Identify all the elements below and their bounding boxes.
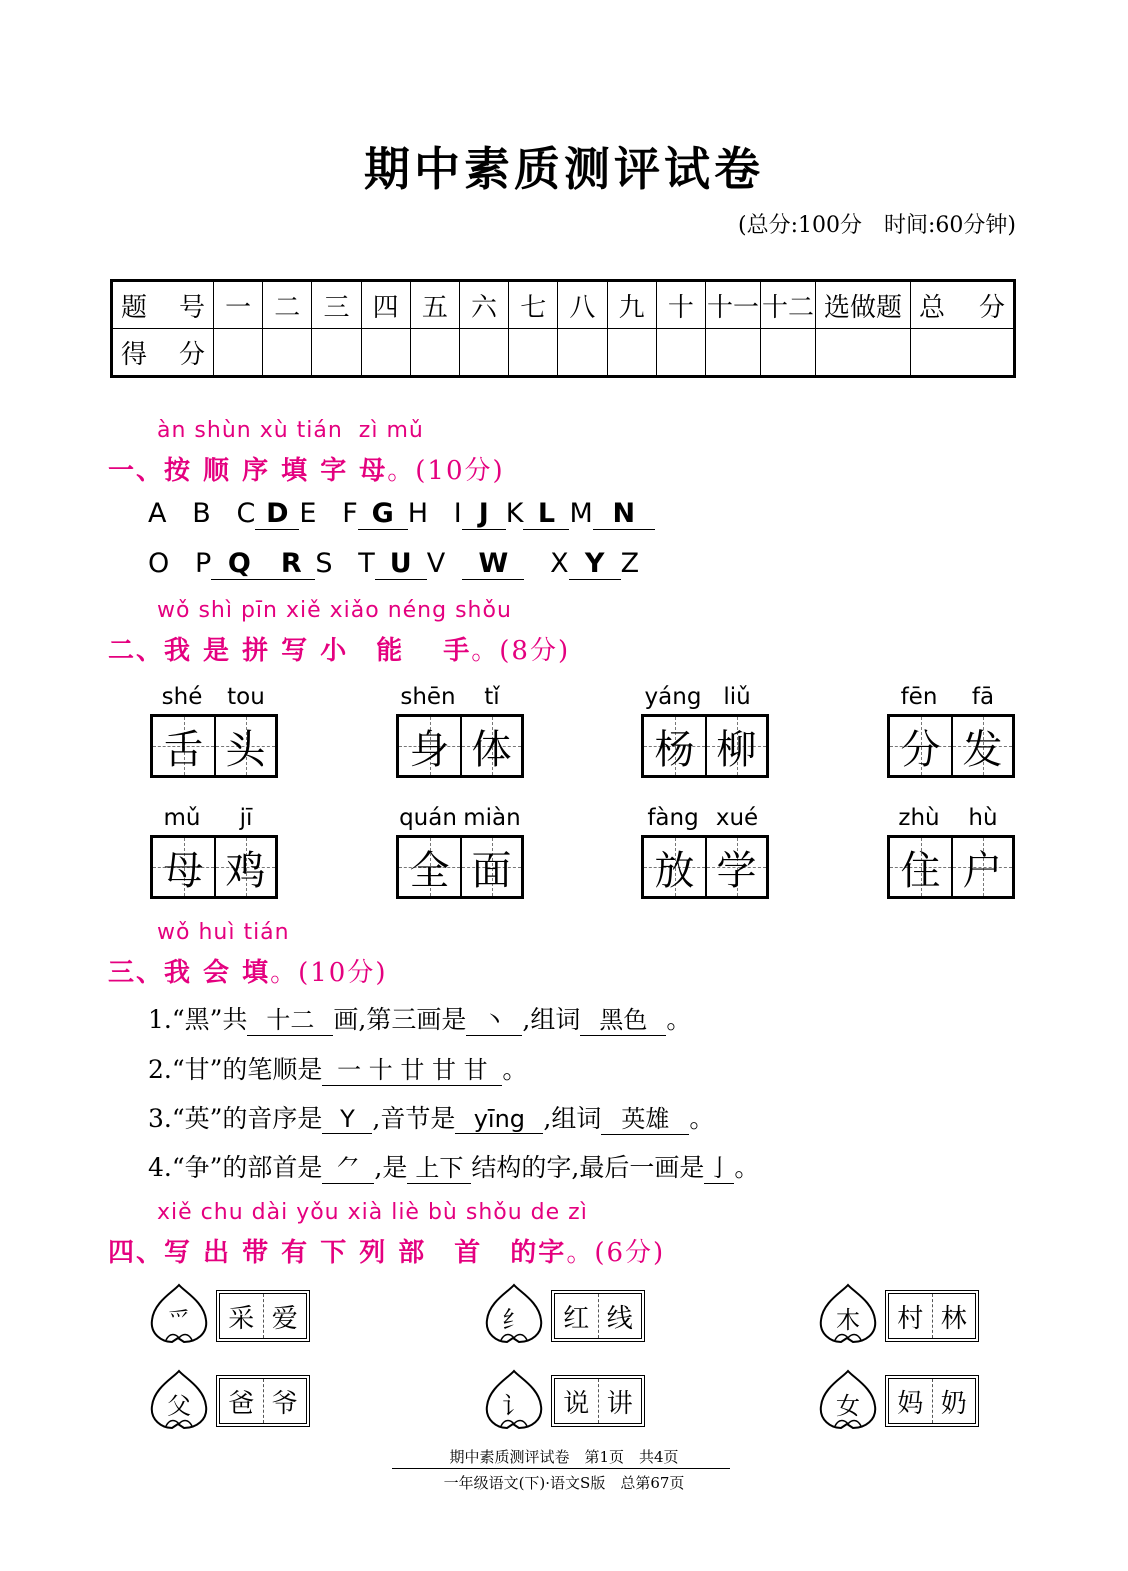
answer-blank[interactable]: 丶 (466, 1000, 522, 1036)
letter: M (569, 498, 593, 529)
pinyin-label: mǔ (163, 805, 201, 831)
peach-radical-icon (483, 1368, 545, 1432)
letter: H (407, 498, 429, 529)
section-4-score: 。(6分) (566, 1238, 666, 1268)
header-cell: 一 (214, 281, 263, 329)
answer-character[interactable]: 爷 (263, 1379, 307, 1423)
answer-box (216, 1290, 310, 1342)
footer-book-info: 一年级语文(下)·语文S版 总第67页 (443, 1474, 685, 1492)
section-2-score: 。(8分) (471, 636, 571, 666)
answer-character[interactable]: 村 (897, 1303, 924, 1334)
answer-character[interactable]: 说 (563, 1388, 590, 1419)
character-grid (150, 835, 278, 899)
score-time-info: (总分:100分 时间:60分钟) (738, 213, 1016, 238)
header-cell: 五 (410, 281, 459, 329)
alphabet-row-1 (148, 498, 655, 530)
section-2-heading (108, 630, 570, 667)
answer-box (551, 1375, 645, 1427)
section-4-pinyin: xiě chu dài yǒu xià liè bù shǒu de zì (157, 1200, 588, 1225)
score-cell[interactable] (706, 329, 761, 377)
section-1-pinyin: àn shùn xù tián zì mǔ (157, 418, 424, 443)
answer-blank[interactable]: U (375, 548, 427, 580)
peach-radical-icon (817, 1368, 879, 1432)
letter: F (342, 498, 358, 529)
answer-blank[interactable]: 十二 (247, 1000, 333, 1036)
pinyin-label: jī (239, 805, 253, 831)
score-cell[interactable] (911, 329, 1015, 377)
answer-character[interactable]: 爸 (228, 1388, 255, 1419)
question-3-2 (148, 1050, 527, 1086)
question-text: 画,第三画是 (333, 1005, 467, 1034)
question-3-3 (148, 1099, 714, 1135)
answer-character[interactable]: 舌 (163, 726, 204, 773)
pinyin-label: tǐ (484, 684, 500, 710)
answer-blank[interactable]: ⺈ (322, 1148, 374, 1184)
answer-character[interactable]: 林 (932, 1294, 976, 1338)
score-cell[interactable] (607, 329, 656, 377)
question-text: 4.“争”的部首是 (148, 1153, 323, 1182)
answer-character[interactable]: 妈 (897, 1388, 924, 1419)
pinyin-label: miàn (463, 805, 521, 831)
letter: C (236, 498, 256, 529)
letter: P (195, 548, 212, 579)
answer-box (885, 1290, 979, 1342)
letter: X (550, 548, 569, 579)
header-cell: 八 (558, 281, 607, 329)
letter: K (505, 498, 524, 529)
header-cell: 题 号 (112, 281, 214, 329)
answer-blank[interactable]: L (523, 498, 569, 530)
footer-divider (392, 1468, 730, 1469)
score-cell[interactable] (656, 329, 705, 377)
score-cell[interactable] (558, 329, 607, 377)
answer-blank[interactable]: yīng (455, 1105, 543, 1134)
header-cell: 四 (361, 281, 410, 329)
letter: O (148, 548, 170, 579)
answer-blank[interactable]: N (593, 498, 655, 530)
pinyin-label: zhù (898, 805, 940, 831)
pinyin-label: fàng (647, 805, 699, 831)
answer-character[interactable]: 采 (228, 1303, 255, 1334)
question-text: ,组词 (543, 1104, 602, 1133)
letter: V (426, 548, 446, 579)
character-grid (641, 835, 769, 899)
section-4-title: 四、写 出 带 有 下 列 部 首 的字 (108, 1238, 567, 1268)
score-cell[interactable] (509, 329, 558, 377)
character-grid (396, 714, 524, 778)
answer-blank[interactable]: Q (211, 548, 267, 580)
answer-blank[interactable]: Y (322, 1105, 372, 1134)
answer-character[interactable]: 分 (900, 726, 941, 773)
answer-character[interactable]: 发 (962, 726, 1003, 773)
question-3-4 (148, 1148, 759, 1184)
answer-blank[interactable]: 英雄 (601, 1099, 689, 1135)
question-text: 3.“英”的音序是 (148, 1104, 323, 1133)
section-1-score: 。(10分) (387, 456, 505, 486)
answer-character[interactable]: 杨 (654, 726, 695, 773)
score-cell[interactable] (361, 329, 410, 377)
section-3-heading (108, 952, 387, 989)
answer-blank[interactable]: D (255, 498, 299, 530)
score-table-score-row (112, 329, 1015, 377)
question-text: 。 (502, 1055, 528, 1084)
radical-label: 女 (836, 1392, 860, 1420)
question-3-1 (148, 1000, 691, 1036)
pinyin-label: fā (971, 684, 995, 710)
answer-character[interactable]: 线 (598, 1294, 642, 1338)
pinyin-label: shēn (400, 684, 456, 710)
section-3-pinyin: wǒ huì tián (157, 920, 290, 945)
section-2-pinyin: wǒ shì pīn xiě xiǎo néng shǒu (157, 598, 512, 623)
answer-character[interactable]: 体 (471, 726, 512, 773)
answer-box (885, 1375, 979, 1427)
question-text: ,是 (374, 1153, 408, 1182)
answer-character[interactable]: 奶 (932, 1379, 976, 1423)
answer-blank[interactable]: R (267, 548, 315, 580)
letter: I (453, 498, 462, 529)
letter: B (192, 498, 211, 529)
pinyin-label: xué (715, 805, 759, 831)
radical-label: 父 (167, 1392, 191, 1420)
pinyin-label: hù (968, 805, 998, 831)
answer-character[interactable]: 爱 (263, 1294, 307, 1338)
pinyin-label: quán (399, 805, 457, 831)
header-cell: 二 (263, 281, 312, 329)
section-1-heading (108, 450, 505, 487)
answer-character[interactable]: 学 (716, 847, 757, 894)
question-text: 2.“甘”的笔顺是 (148, 1055, 323, 1084)
header-cell: 十一 (706, 281, 761, 329)
letter: T (358, 548, 375, 579)
score-cell[interactable] (214, 329, 263, 377)
pinyin-label: shé (161, 684, 203, 710)
letter: A (148, 498, 167, 529)
section-3-score: 。(10分) (270, 958, 388, 988)
answer-character[interactable]: 鸡 (225, 847, 266, 894)
radical-label: 纟 (502, 1306, 526, 1334)
question-text: ,组词 (522, 1005, 581, 1034)
score-cell[interactable] (312, 329, 361, 377)
character-grid (641, 714, 769, 778)
header-cell: 六 (459, 281, 508, 329)
answer-character[interactable]: 身 (409, 726, 450, 773)
pinyin-label: yáng (644, 684, 702, 710)
section-2-title: 二、我 是 拼 写 小 能 手 (108, 636, 472, 666)
question-text: 结构的字,最后一画是 (471, 1153, 705, 1182)
answer-character[interactable]: 放 (654, 847, 695, 894)
answer-character[interactable]: 住 (900, 847, 941, 894)
answer-blank[interactable]: 一 十 廿 甘 甘 (322, 1050, 502, 1086)
answer-blank[interactable]: 黑色 (580, 1000, 666, 1036)
character-grid (887, 714, 1015, 778)
section-1-title: 一、按 顺 序 填 字 母 (108, 456, 388, 486)
letter: S (315, 548, 333, 579)
header-cell: 十二 (761, 281, 816, 329)
score-cell[interactable] (816, 329, 911, 377)
section-3-title: 三、我 会 填 (108, 958, 271, 988)
answer-character[interactable]: 柳 (716, 726, 757, 773)
answer-blank[interactable]: W (462, 548, 524, 580)
header-cell: 总 分 (911, 281, 1015, 329)
answer-character[interactable]: 红 (563, 1303, 590, 1334)
score-table-header-row (112, 281, 1015, 329)
header-cell: 九 (607, 281, 656, 329)
radical-label: 讠 (502, 1392, 526, 1420)
answer-character[interactable]: 母 (163, 847, 204, 894)
radical-label: 爫 (167, 1306, 191, 1334)
peach-radical-icon (148, 1282, 210, 1346)
letter: Z (620, 548, 640, 579)
answer-blank[interactable]: 上下 (407, 1148, 471, 1184)
score-cell[interactable] (761, 329, 816, 377)
question-text: 1.“黑”共 (148, 1005, 248, 1034)
answer-box (216, 1375, 310, 1427)
pinyin-label: fēn (900, 684, 938, 710)
character-grid (396, 835, 524, 899)
section-4-heading (108, 1232, 665, 1269)
header-cell: 十 (656, 281, 705, 329)
header-cell: 七 (509, 281, 558, 329)
peach-radical-icon (817, 1282, 879, 1346)
score-cell[interactable] (410, 329, 459, 377)
question-text: 。 (689, 1104, 715, 1133)
letter: E (299, 498, 317, 529)
character-grid (887, 835, 1015, 899)
header-cell: 选做题 (816, 281, 911, 329)
answer-blank[interactable]: 亅 (704, 1148, 734, 1184)
score-table (110, 279, 1016, 378)
answer-character[interactable]: 讲 (598, 1379, 642, 1423)
character-grid (150, 714, 278, 778)
pinyin-label: liǔ (723, 684, 751, 710)
footer-page-info: 期中素质测评试卷 第1页 共4页 (449, 1448, 679, 1466)
page-title: 期中素质测评试卷 (364, 142, 764, 196)
radical-label: 木 (836, 1306, 860, 1334)
header-cell: 三 (312, 281, 361, 329)
question-text: 。 (734, 1153, 760, 1182)
answer-blank[interactable]: J (462, 498, 506, 530)
pinyin-label: tou (227, 684, 265, 710)
answer-box (551, 1290, 645, 1342)
answer-character[interactable]: 户 (962, 847, 1003, 894)
question-text: ,音节是 (372, 1104, 456, 1133)
answer-character[interactable]: 全 (409, 847, 450, 894)
score-row-label: 得 分 (112, 329, 214, 377)
answer-character[interactable]: 头 (225, 726, 266, 773)
answer-character[interactable]: 面 (471, 847, 512, 894)
answer-blank[interactable]: Y (569, 548, 621, 580)
alphabet-row-2 (148, 548, 639, 580)
peach-radical-icon (148, 1368, 210, 1432)
question-text: 。 (666, 1005, 692, 1034)
answer-blank[interactable]: G (358, 498, 408, 530)
peach-radical-icon (483, 1282, 545, 1346)
score-cell[interactable] (459, 329, 508, 377)
score-cell[interactable] (263, 329, 312, 377)
